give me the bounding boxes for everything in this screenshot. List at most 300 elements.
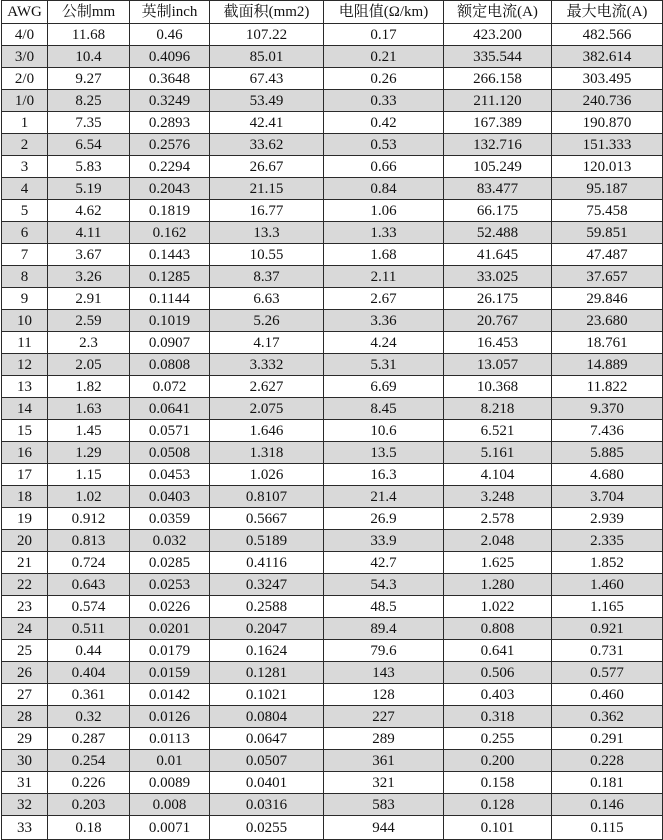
cell-max-current: 0.181 (552, 772, 663, 794)
cell-awg: 7 (2, 244, 48, 266)
cell-resistance: 79.6 (324, 640, 444, 662)
cell-rated-current: 4.104 (444, 464, 552, 486)
cell-imperial-inch: 0.3648 (130, 68, 210, 90)
cell-cross-section: 0.3247 (210, 574, 324, 596)
cell-rated-current: 16.453 (444, 332, 552, 354)
table-row (2, 112, 663, 134)
cell-cross-section: 0.0255 (210, 816, 324, 840)
cell-imperial-inch: 0.1819 (130, 200, 210, 222)
cell-rated-current: 2.048 (444, 530, 552, 552)
cell-cross-section: 3.332 (210, 354, 324, 376)
cell-resistance: 289 (324, 728, 444, 750)
cell-imperial-inch: 0.1443 (130, 244, 210, 266)
cell-cross-section: 85.01 (210, 46, 324, 68)
cell-resistance: 54.3 (324, 574, 444, 596)
cell-imperial-inch: 0.2576 (130, 134, 210, 156)
cell-cross-section: 0.0316 (210, 794, 324, 816)
cell-rated-current: 41.645 (444, 244, 552, 266)
header-rated-current: 额定电流(A) (444, 1, 552, 24)
cell-awg: 15 (2, 420, 48, 442)
cell-cross-section: 0.0507 (210, 750, 324, 772)
cell-cross-section: 0.1021 (210, 684, 324, 706)
cell-imperial-inch: 0.0142 (130, 684, 210, 706)
cell-imperial-inch: 0.1144 (130, 288, 210, 310)
cell-resistance: 1.68 (324, 244, 444, 266)
cell-max-current: 9.370 (552, 398, 663, 420)
cell-cross-section: 10.55 (210, 244, 324, 266)
cell-resistance: 227 (324, 706, 444, 728)
table-row (2, 200, 663, 222)
cell-imperial-inch: 0.0508 (130, 442, 210, 464)
cell-rated-current: 0.403 (444, 684, 552, 706)
cell-cross-section: 4.17 (210, 332, 324, 354)
cell-resistance: 0.66 (324, 156, 444, 178)
cell-imperial-inch: 0.0359 (130, 508, 210, 530)
table-row (2, 134, 663, 156)
cell-imperial-inch: 0.0285 (130, 552, 210, 574)
cell-max-current: 4.680 (552, 464, 663, 486)
cell-imperial-inch: 0.008 (130, 794, 210, 816)
cell-cross-section: 0.0804 (210, 706, 324, 728)
table-row (2, 728, 663, 750)
cell-imperial-inch: 0.0641 (130, 398, 210, 420)
cell-metric-mm: 0.912 (48, 508, 130, 530)
cell-resistance: 33.9 (324, 530, 444, 552)
cell-max-current: 190.870 (552, 112, 663, 134)
table-row (2, 794, 663, 816)
cell-awg: 10 (2, 310, 48, 332)
table-row (2, 640, 663, 662)
cell-resistance: 6.69 (324, 376, 444, 398)
cell-max-current: 1.852 (552, 552, 663, 574)
cell-cross-section: 1.026 (210, 464, 324, 486)
cell-max-current: 1.460 (552, 574, 663, 596)
cell-max-current: 0.115 (552, 816, 663, 840)
cell-imperial-inch: 0.0201 (130, 618, 210, 640)
cell-metric-mm: 4.11 (48, 222, 130, 244)
table-row (2, 178, 663, 200)
cell-awg: 2 (2, 134, 48, 156)
cell-rated-current: 1.280 (444, 574, 552, 596)
cell-rated-current: 8.218 (444, 398, 552, 420)
table-row (2, 508, 663, 530)
cell-metric-mm: 2.91 (48, 288, 130, 310)
cell-cross-section: 0.0647 (210, 728, 324, 750)
cell-imperial-inch: 0.2043 (130, 178, 210, 200)
cell-max-current: 0.921 (552, 618, 663, 640)
cell-awg: 29 (2, 728, 48, 750)
cell-max-current: 75.458 (552, 200, 663, 222)
cell-awg: 23 (2, 596, 48, 618)
cell-max-current: 240.736 (552, 90, 663, 112)
cell-resistance: 0.53 (324, 134, 444, 156)
cell-cross-section: 21.15 (210, 178, 324, 200)
cell-max-current: 7.436 (552, 420, 663, 442)
cell-cross-section: 6.63 (210, 288, 324, 310)
cell-cross-section: 0.1281 (210, 662, 324, 684)
cell-awg: 3 (2, 156, 48, 178)
cell-max-current: 0.291 (552, 728, 663, 750)
cell-awg: 14 (2, 398, 48, 420)
cell-max-current: 120.013 (552, 156, 663, 178)
table-row (2, 574, 663, 596)
cell-max-current: 5.885 (552, 442, 663, 464)
cell-imperial-inch: 0.0126 (130, 706, 210, 728)
cell-max-current: 2.939 (552, 508, 663, 530)
cell-metric-mm: 9.27 (48, 68, 130, 90)
cell-max-current: 482.566 (552, 24, 663, 46)
cell-rated-current: 0.808 (444, 618, 552, 640)
cell-cross-section: 0.8107 (210, 486, 324, 508)
cell-imperial-inch: 0.0907 (130, 332, 210, 354)
cell-max-current: 95.187 (552, 178, 663, 200)
cell-imperial-inch: 0.0179 (130, 640, 210, 662)
cell-awg: 19 (2, 508, 48, 530)
cell-resistance: 42.7 (324, 552, 444, 574)
cell-cross-section: 0.2047 (210, 618, 324, 640)
cell-resistance: 8.45 (324, 398, 444, 420)
cell-awg: 2/0 (2, 68, 48, 90)
cell-rated-current: 0.101 (444, 816, 552, 840)
table-row (2, 310, 663, 332)
cell-imperial-inch: 0.3249 (130, 90, 210, 112)
cell-resistance: 16.3 (324, 464, 444, 486)
cell-rated-current: 52.488 (444, 222, 552, 244)
cell-max-current: 47.487 (552, 244, 663, 266)
cell-max-current: 382.614 (552, 46, 663, 68)
cell-metric-mm: 5.19 (48, 178, 130, 200)
cell-cross-section: 0.4116 (210, 552, 324, 574)
cell-rated-current: 13.057 (444, 354, 552, 376)
cell-resistance: 5.31 (324, 354, 444, 376)
cell-awg: 30 (2, 750, 48, 772)
cell-awg: 22 (2, 574, 48, 596)
cell-max-current: 0.362 (552, 706, 663, 728)
cell-rated-current: 0.506 (444, 662, 552, 684)
table-row (2, 376, 663, 398)
cell-resistance: 3.36 (324, 310, 444, 332)
cell-resistance: 361 (324, 750, 444, 772)
cell-max-current: 18.761 (552, 332, 663, 354)
cell-metric-mm: 1.02 (48, 486, 130, 508)
cell-imperial-inch: 0.0089 (130, 772, 210, 794)
table-row (2, 420, 663, 442)
cell-cross-section: 1.318 (210, 442, 324, 464)
cell-rated-current: 10.368 (444, 376, 552, 398)
cell-awg: 5 (2, 200, 48, 222)
cell-metric-mm: 1.15 (48, 464, 130, 486)
cell-awg: 33 (2, 816, 48, 840)
cell-awg: 27 (2, 684, 48, 706)
cell-awg: 18 (2, 486, 48, 508)
cell-rated-current: 1.022 (444, 596, 552, 618)
cell-max-current: 303.495 (552, 68, 663, 90)
cell-metric-mm: 7.35 (48, 112, 130, 134)
cell-rated-current: 83.477 (444, 178, 552, 200)
cell-metric-mm: 0.32 (48, 706, 130, 728)
cell-imperial-inch: 0.072 (130, 376, 210, 398)
cell-awg: 1/0 (2, 90, 48, 112)
cell-resistance: 2.67 (324, 288, 444, 310)
cell-resistance: 0.21 (324, 46, 444, 68)
cell-resistance: 26.9 (324, 508, 444, 530)
cell-metric-mm: 6.54 (48, 134, 130, 156)
table-row (2, 398, 663, 420)
cell-metric-mm: 1.29 (48, 442, 130, 464)
cell-resistance: 128 (324, 684, 444, 706)
cell-max-current: 0.731 (552, 640, 663, 662)
cell-awg: 6 (2, 222, 48, 244)
table-row (2, 486, 663, 508)
cell-awg: 25 (2, 640, 48, 662)
cell-imperial-inch: 0.0571 (130, 420, 210, 442)
cell-max-current: 59.851 (552, 222, 663, 244)
table-row (2, 222, 663, 244)
header-cross-section: 截面积(mm2) (210, 1, 324, 24)
cell-resistance: 944 (324, 816, 444, 840)
table-row (2, 442, 663, 464)
table-row (2, 706, 663, 728)
cell-rated-current: 2.578 (444, 508, 552, 530)
cell-resistance: 1.06 (324, 200, 444, 222)
table-row (2, 596, 663, 618)
cell-metric-mm: 0.203 (48, 794, 130, 816)
table-row (2, 46, 663, 68)
awg-wire-table (1, 0, 663, 840)
header-imperial-inch: 英制inch (130, 1, 210, 24)
cell-max-current: 11.822 (552, 376, 663, 398)
cell-max-current: 0.228 (552, 750, 663, 772)
cell-rated-current: 335.544 (444, 46, 552, 68)
table-row (2, 530, 663, 552)
cell-cross-section: 0.1624 (210, 640, 324, 662)
cell-metric-mm: 0.574 (48, 596, 130, 618)
table-row (2, 750, 663, 772)
cell-rated-current: 423.200 (444, 24, 552, 46)
cell-metric-mm: 0.813 (48, 530, 130, 552)
cell-awg: 9 (2, 288, 48, 310)
header-metric-mm: 公制mm (48, 1, 130, 24)
header-max-current: 最大电流(A) (552, 1, 663, 24)
cell-metric-mm: 2.3 (48, 332, 130, 354)
cell-metric-mm: 8.25 (48, 90, 130, 112)
cell-rated-current: 132.716 (444, 134, 552, 156)
table-row (2, 662, 663, 684)
table-row (2, 772, 663, 794)
header-resistance: 电阻值(Ω/km) (324, 1, 444, 24)
cell-resistance: 21.4 (324, 486, 444, 508)
cell-awg: 28 (2, 706, 48, 728)
cell-max-current: 3.704 (552, 486, 663, 508)
cell-metric-mm: 0.287 (48, 728, 130, 750)
cell-resistance: 1.33 (324, 222, 444, 244)
table-row (2, 90, 663, 112)
cell-cross-section: 107.22 (210, 24, 324, 46)
cell-awg: 20 (2, 530, 48, 552)
cell-cross-section: 1.646 (210, 420, 324, 442)
cell-max-current: 0.577 (552, 662, 663, 684)
cell-rated-current: 0.641 (444, 640, 552, 662)
cell-metric-mm: 3.67 (48, 244, 130, 266)
table-row (2, 618, 663, 640)
cell-rated-current: 0.255 (444, 728, 552, 750)
cell-metric-mm: 0.511 (48, 618, 130, 640)
cell-imperial-inch: 0.2294 (130, 156, 210, 178)
cell-resistance: 0.84 (324, 178, 444, 200)
cell-metric-mm: 5.83 (48, 156, 130, 178)
cell-imperial-inch: 0.0226 (130, 596, 210, 618)
cell-metric-mm: 0.404 (48, 662, 130, 684)
cell-awg: 1 (2, 112, 48, 134)
cell-cross-section: 13.3 (210, 222, 324, 244)
cell-rated-current: 33.025 (444, 266, 552, 288)
table-row (2, 288, 663, 310)
cell-awg: 3/0 (2, 46, 48, 68)
cell-resistance: 48.5 (324, 596, 444, 618)
cell-imperial-inch: 0.1019 (130, 310, 210, 332)
cell-imperial-inch: 0.0403 (130, 486, 210, 508)
cell-cross-section: 33.62 (210, 134, 324, 156)
cell-imperial-inch: 0.162 (130, 222, 210, 244)
cell-resistance: 321 (324, 772, 444, 794)
cell-max-current: 0.146 (552, 794, 663, 816)
cell-awg: 4 (2, 178, 48, 200)
table-row (2, 156, 663, 178)
cell-awg: 26 (2, 662, 48, 684)
cell-metric-mm: 10.4 (48, 46, 130, 68)
cell-resistance: 10.6 (324, 420, 444, 442)
cell-awg: 12 (2, 354, 48, 376)
cell-cross-section: 53.49 (210, 90, 324, 112)
table-row (2, 332, 663, 354)
table-row (2, 684, 663, 706)
cell-imperial-inch: 0.0113 (130, 728, 210, 750)
cell-metric-mm: 0.643 (48, 574, 130, 596)
cell-metric-mm: 1.45 (48, 420, 130, 442)
cell-metric-mm: 1.63 (48, 398, 130, 420)
cell-imperial-inch: 0.0808 (130, 354, 210, 376)
cell-metric-mm: 0.361 (48, 684, 130, 706)
cell-awg: 16 (2, 442, 48, 464)
cell-metric-mm: 4.62 (48, 200, 130, 222)
cell-imperial-inch: 0.0071 (130, 816, 210, 840)
cell-cross-section: 2.627 (210, 376, 324, 398)
cell-resistance: 89.4 (324, 618, 444, 640)
cell-imperial-inch: 0.0159 (130, 662, 210, 684)
cell-cross-section: 67.43 (210, 68, 324, 90)
cell-awg: 21 (2, 552, 48, 574)
cell-awg: 24 (2, 618, 48, 640)
cell-resistance: 0.42 (324, 112, 444, 134)
cell-rated-current: 26.175 (444, 288, 552, 310)
cell-metric-mm: 1.82 (48, 376, 130, 398)
cell-cross-section: 42.41 (210, 112, 324, 134)
cell-metric-mm: 0.18 (48, 816, 130, 840)
table-body (2, 24, 663, 840)
cell-metric-mm: 0.724 (48, 552, 130, 574)
cell-max-current: 2.335 (552, 530, 663, 552)
cell-cross-section: 16.77 (210, 200, 324, 222)
cell-imperial-inch: 0.0253 (130, 574, 210, 596)
cell-imperial-inch: 0.4096 (130, 46, 210, 68)
header-awg: AWG (2, 1, 48, 24)
cell-awg: 4/0 (2, 24, 48, 46)
table-row (2, 68, 663, 90)
cell-metric-mm: 2.05 (48, 354, 130, 376)
cell-max-current: 0.460 (552, 684, 663, 706)
cell-max-current: 37.657 (552, 266, 663, 288)
table-row (2, 266, 663, 288)
cell-metric-mm: 0.254 (48, 750, 130, 772)
cell-rated-current: 0.318 (444, 706, 552, 728)
cell-imperial-inch: 0.2893 (130, 112, 210, 134)
cell-rated-current: 20.767 (444, 310, 552, 332)
cell-rated-current: 211.120 (444, 90, 552, 112)
cell-awg: 17 (2, 464, 48, 486)
cell-rated-current: 0.200 (444, 750, 552, 772)
cell-awg: 31 (2, 772, 48, 794)
table-row (2, 464, 663, 486)
cell-rated-current: 105.249 (444, 156, 552, 178)
cell-cross-section: 2.075 (210, 398, 324, 420)
cell-resistance: 2.11 (324, 266, 444, 288)
cell-awg: 8 (2, 266, 48, 288)
cell-awg: 11 (2, 332, 48, 354)
cell-rated-current: 5.161 (444, 442, 552, 464)
cell-imperial-inch: 0.032 (130, 530, 210, 552)
cell-rated-current: 1.625 (444, 552, 552, 574)
cell-rated-current: 66.175 (444, 200, 552, 222)
cell-cross-section: 8.37 (210, 266, 324, 288)
cell-rated-current: 3.248 (444, 486, 552, 508)
cell-metric-mm: 0.226 (48, 772, 130, 794)
cell-resistance: 0.33 (324, 90, 444, 112)
cell-imperial-inch: 0.0453 (130, 464, 210, 486)
cell-resistance: 583 (324, 794, 444, 816)
cell-resistance: 0.17 (324, 24, 444, 46)
cell-resistance: 13.5 (324, 442, 444, 464)
cell-cross-section: 5.26 (210, 310, 324, 332)
cell-max-current: 14.889 (552, 354, 663, 376)
cell-rated-current: 266.158 (444, 68, 552, 90)
cell-metric-mm: 2.59 (48, 310, 130, 332)
cell-cross-section: 0.0401 (210, 772, 324, 794)
cell-metric-mm: 3.26 (48, 266, 130, 288)
cell-rated-current: 0.128 (444, 794, 552, 816)
table-row (2, 24, 663, 46)
cell-metric-mm: 0.44 (48, 640, 130, 662)
cell-awg: 32 (2, 794, 48, 816)
cell-cross-section: 0.5667 (210, 508, 324, 530)
cell-cross-section: 0.2588 (210, 596, 324, 618)
cell-rated-current: 167.389 (444, 112, 552, 134)
cell-max-current: 151.333 (552, 134, 663, 156)
table-row (2, 354, 663, 376)
cell-rated-current: 0.158 (444, 772, 552, 794)
cell-cross-section: 26.67 (210, 156, 324, 178)
cell-rated-current: 6.521 (444, 420, 552, 442)
cell-max-current: 29.846 (552, 288, 663, 310)
cell-imperial-inch: 0.1285 (130, 266, 210, 288)
table-row (2, 244, 663, 266)
cell-imperial-inch: 0.01 (130, 750, 210, 772)
cell-max-current: 1.165 (552, 596, 663, 618)
cell-cross-section: 0.5189 (210, 530, 324, 552)
table-header-row (2, 1, 663, 24)
table-row (2, 552, 663, 574)
cell-resistance: 4.24 (324, 332, 444, 354)
cell-imperial-inch: 0.46 (130, 24, 210, 46)
